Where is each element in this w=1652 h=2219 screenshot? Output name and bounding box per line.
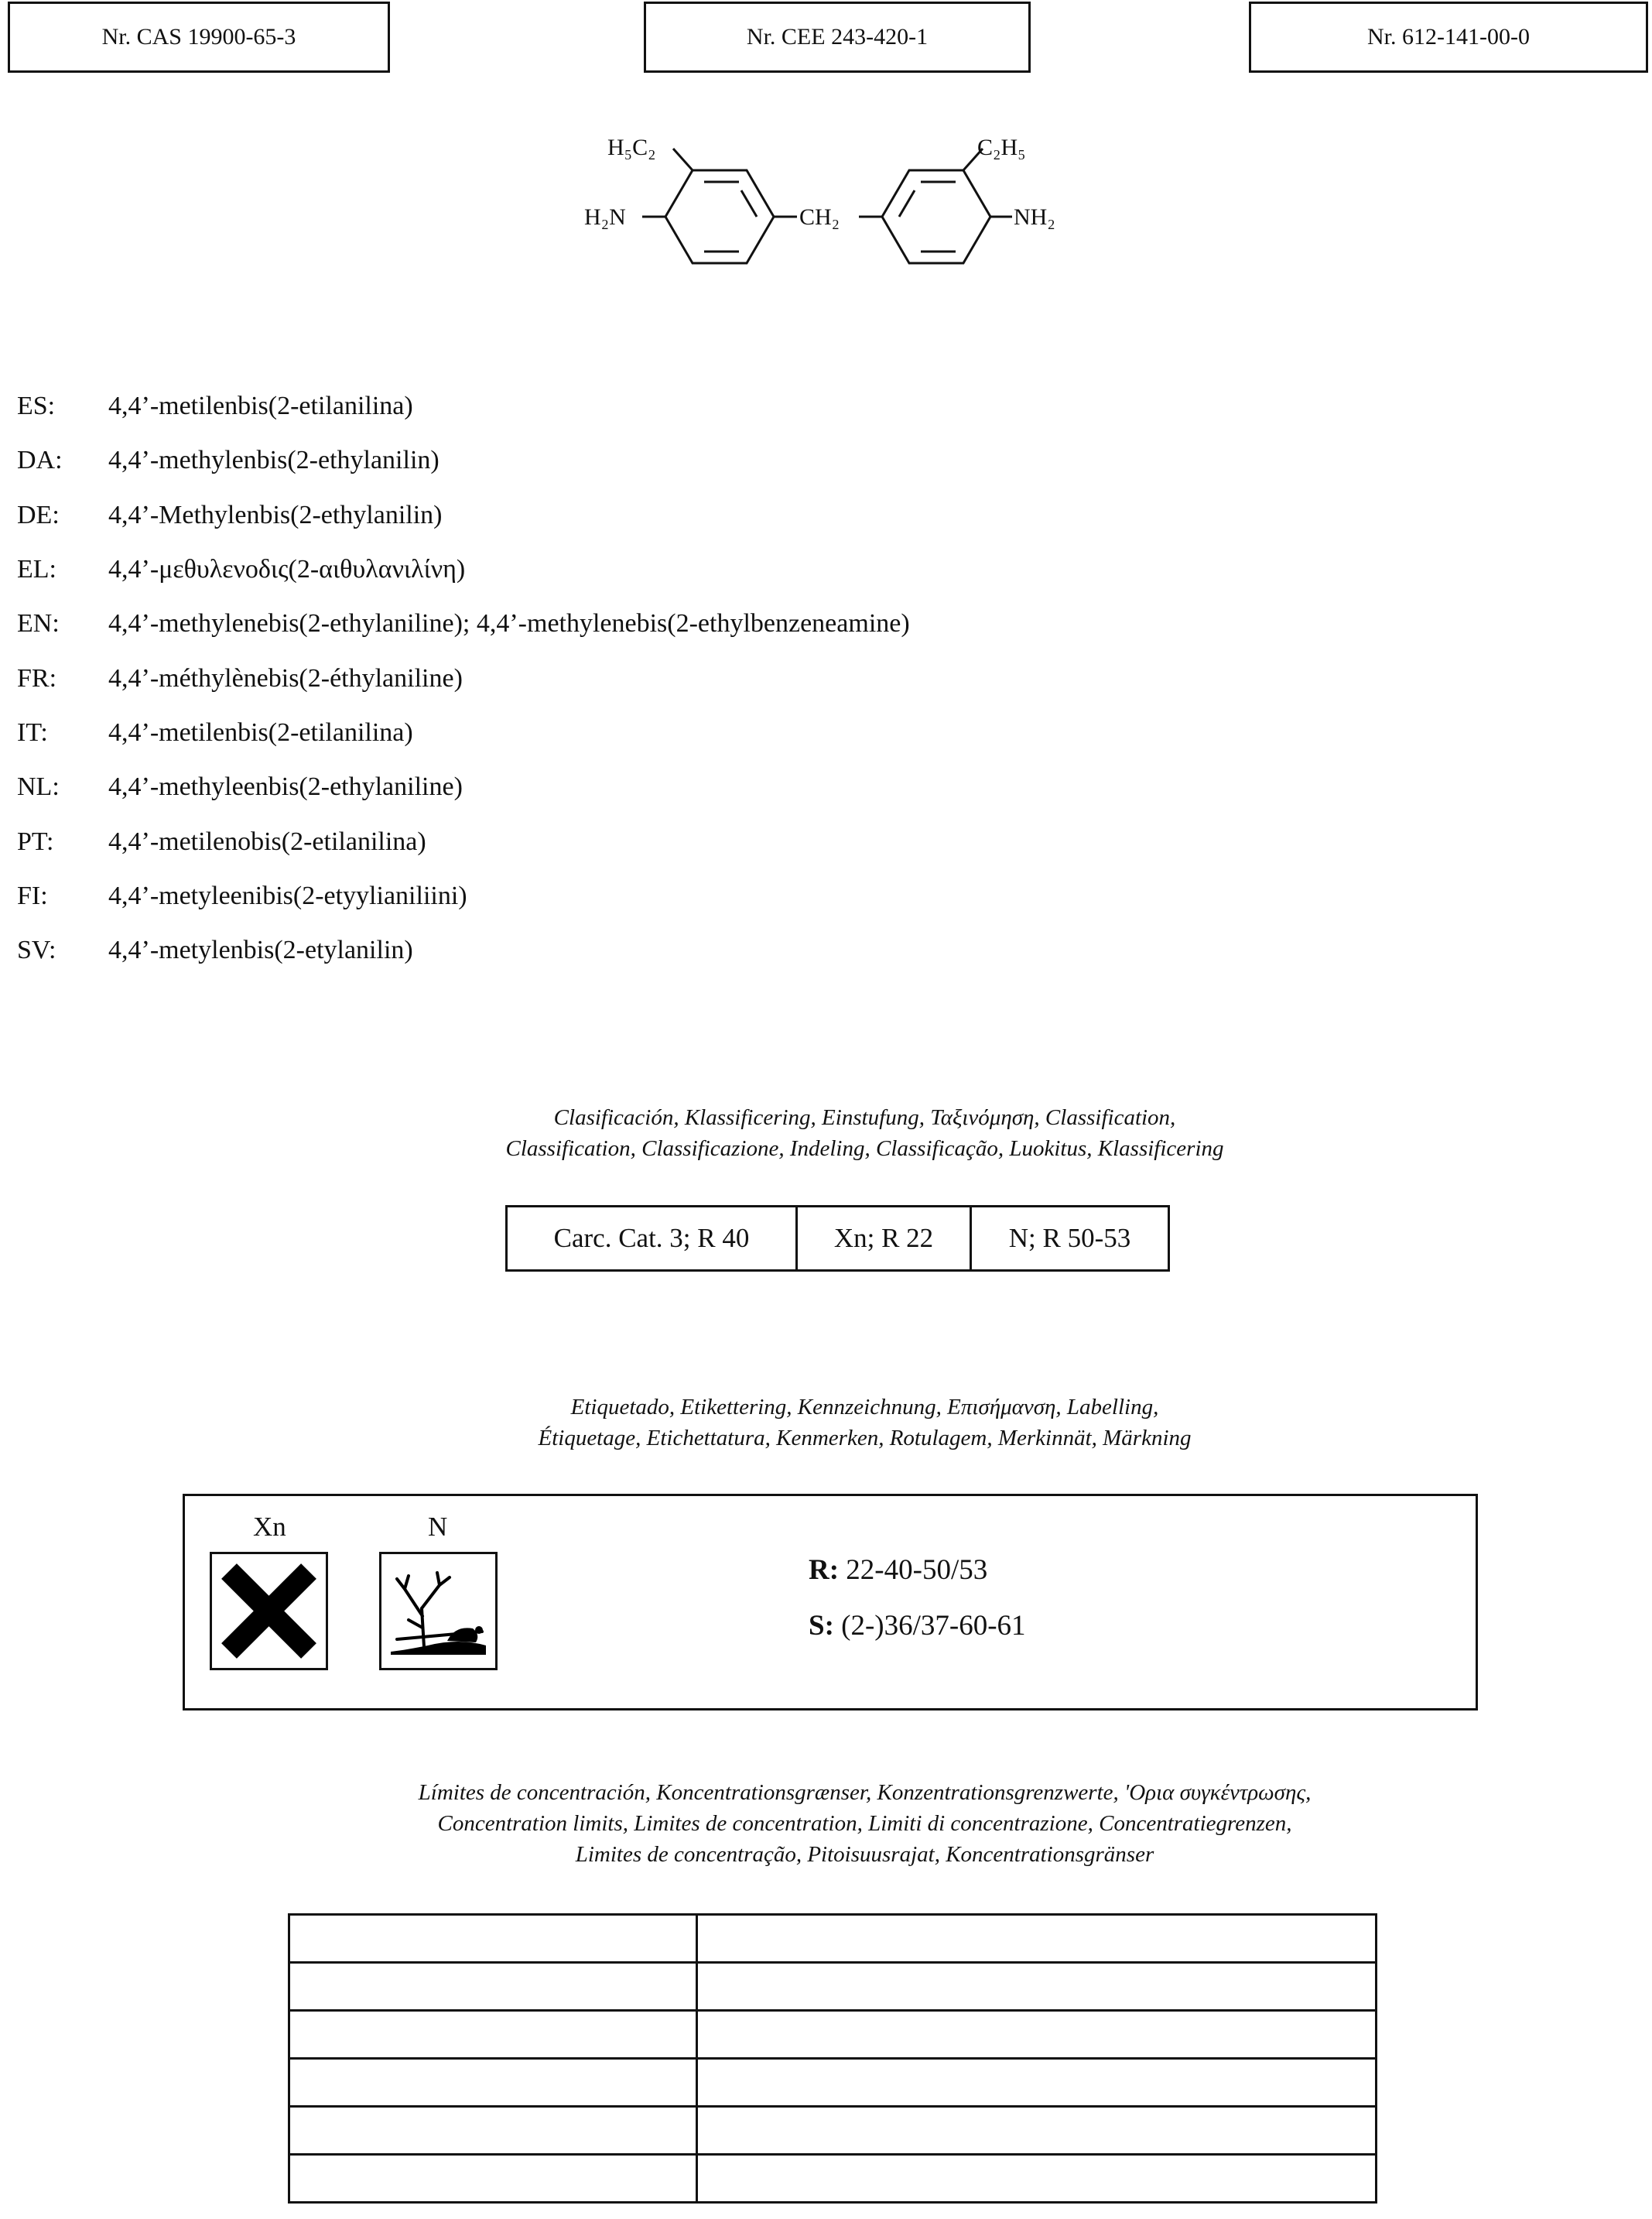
language-code: EN: bbox=[17, 609, 60, 639]
table-cell bbox=[697, 1915, 1377, 1963]
cee-number-box bbox=[644, 2, 1031, 73]
chemical-name: 4,4’-Methylenbis(2-ethylanilin) bbox=[108, 500, 443, 529]
table-cell bbox=[289, 2155, 697, 2203]
safety-phrases bbox=[809, 1609, 1026, 1642]
chemical-name: 4,4’-metylenbis(2-etylanilin) bbox=[108, 936, 413, 965]
table-cell bbox=[697, 1963, 1377, 2011]
safety-phrases-value: (2-)36/37-60-61 bbox=[841, 1610, 1026, 1642]
table-cell bbox=[289, 2059, 697, 2107]
concentration-heading-line: Límites de concentración, Koncentrationsgrænser, Konzentrationsgrenzwerte, 'Ορια συγκέντρωσης, bbox=[418, 1780, 1312, 1805]
chemical-names-list bbox=[17, 379, 910, 978]
classification-table bbox=[505, 1205, 1170, 1272]
symbol-letter-xn: Xn bbox=[253, 1512, 286, 1542]
labelling-box bbox=[183, 1494, 1478, 1710]
cee-number: Nr. CEE 243-420-1 bbox=[746, 24, 929, 50]
language-code: DE: bbox=[17, 500, 60, 529]
classification-cell-xn: Xn; R 22 bbox=[798, 1207, 972, 1269]
name-row-el bbox=[17, 543, 910, 597]
labelling-heading bbox=[310, 1392, 1420, 1454]
table-cell bbox=[697, 2155, 1377, 2203]
cas-number: Nr. CAS 19900-65-3 bbox=[101, 24, 296, 50]
right-amine-label: NH₂ bbox=[1014, 204, 1055, 230]
table-cell bbox=[697, 2059, 1377, 2107]
safety-phrases-prefix: S: bbox=[809, 1610, 834, 1642]
table-row bbox=[289, 2059, 1377, 2107]
chemical-name: 4,4’-metilenobis(2-etilanilina) bbox=[108, 827, 426, 856]
chemical-name: 4,4’-methylenbis(2-ethylanilin) bbox=[108, 446, 440, 475]
language-code: FR: bbox=[17, 663, 57, 693]
classification-heading bbox=[310, 1102, 1420, 1164]
table-cell bbox=[289, 2107, 697, 2155]
table-cell bbox=[697, 2107, 1377, 2155]
name-row-it bbox=[17, 706, 910, 760]
left-benzene-ring bbox=[665, 170, 774, 263]
name-row-nl bbox=[17, 760, 910, 814]
name-row-es bbox=[17, 379, 910, 433]
language-code: IT: bbox=[17, 717, 48, 747]
harmful-cross-icon bbox=[210, 1552, 328, 1670]
name-row-de bbox=[17, 488, 910, 543]
chemical-name: 4,4’-methylenebis(2-ethylaniline); 4,4’-methylenebis(2-ethylbenzeneamine) bbox=[108, 609, 910, 639]
chemical-name: 4,4’-metyleenibis(2-etyylianiliini) bbox=[108, 881, 467, 910]
chemical-name: 4,4’-metilenbis(2-etilanilina) bbox=[108, 717, 413, 747]
table-row bbox=[289, 2155, 1377, 2203]
classification-heading-line: Classification, Classificazione, Indeling, Classificação, Luokitus, Klassificering bbox=[505, 1136, 1224, 1161]
labelling-heading-line: Etiquetado, Etikettering, Kennzeichnung, Επισήμανση, Labelling, bbox=[570, 1395, 1159, 1419]
language-code: DA: bbox=[17, 446, 63, 475]
risk-phrases bbox=[809, 1553, 987, 1587]
index-number-box bbox=[1249, 2, 1648, 73]
classification-heading-line: Clasificación, Klassificering, Einstufung, Ταξινόμηση, Classification, bbox=[553, 1105, 1176, 1130]
index-number: Nr. 612-141-00-0 bbox=[1367, 24, 1530, 50]
table-cell bbox=[289, 1963, 697, 2011]
language-code: ES: bbox=[17, 392, 56, 421]
name-row-fr bbox=[17, 651, 910, 705]
left-amine-label: H₂N bbox=[584, 204, 626, 230]
classification-cell-carc: Carc. Cat. 3; R 40 bbox=[508, 1207, 798, 1269]
name-row-da bbox=[17, 433, 910, 488]
name-row-fi bbox=[17, 869, 910, 923]
table-cell bbox=[289, 1915, 697, 1963]
concentration-heading-line: Concentration limits, Limites de concentration, Limiti di concentrazione, Concentratiegrenzen, bbox=[437, 1811, 1292, 1836]
language-code: PT: bbox=[17, 827, 54, 856]
concentration-heading-line: Limites de concentração, Pitoisuusrajat, Koncentrationsgränser bbox=[575, 1842, 1154, 1867]
chemical-name: 4,4’-méthylènebis(2-éthylaniline) bbox=[108, 663, 463, 693]
cas-number-box bbox=[8, 2, 390, 73]
name-row-sv bbox=[17, 923, 910, 978]
risk-phrases-value: 22-40-50/53 bbox=[846, 1554, 988, 1586]
labelling-heading-line: Étiquetage, Etichettatura, Kenmerken, Rotulagem, Merkinnät, Märkning bbox=[538, 1426, 1192, 1450]
risk-phrases-prefix: R: bbox=[809, 1554, 840, 1586]
concentration-limits-table bbox=[288, 1913, 1377, 2204]
language-code: NL: bbox=[17, 772, 60, 802]
language-code: FI: bbox=[17, 881, 48, 910]
table-row bbox=[289, 2107, 1377, 2155]
name-row-en bbox=[17, 597, 910, 651]
chemical-name: 4,4’-methyleenbis(2-ethylaniline) bbox=[108, 772, 463, 802]
symbol-letter-n: N bbox=[428, 1512, 448, 1542]
name-row-pt bbox=[17, 814, 910, 868]
language-code: EL: bbox=[17, 555, 56, 584]
right-ethyl-label: C₂H₅ bbox=[977, 135, 1026, 160]
structural-formula bbox=[565, 124, 1091, 286]
table-row bbox=[289, 1915, 1377, 1963]
table-row bbox=[289, 1963, 1377, 2011]
table-cell bbox=[289, 2011, 697, 2059]
chemical-name: 4,4’-metilenbis(2-etilanilina) bbox=[108, 392, 413, 421]
concentration-limits-heading bbox=[310, 1777, 1420, 1870]
chemical-name: 4,4’-μεθυλενοδις(2-αιθυλανιλίνη) bbox=[108, 555, 466, 584]
classification-cell-n: N; R 50-53 bbox=[1008, 1223, 1131, 1253]
table-cell bbox=[697, 2011, 1377, 2059]
methylene-label: CH₂ bbox=[799, 204, 840, 230]
left-ethyl-label: H₅C₂ bbox=[607, 135, 656, 160]
dangerous-environment-icon bbox=[379, 1552, 498, 1670]
table-row bbox=[289, 2011, 1377, 2059]
right-benzene-ring bbox=[882, 170, 990, 263]
language-code: SV: bbox=[17, 936, 56, 965]
